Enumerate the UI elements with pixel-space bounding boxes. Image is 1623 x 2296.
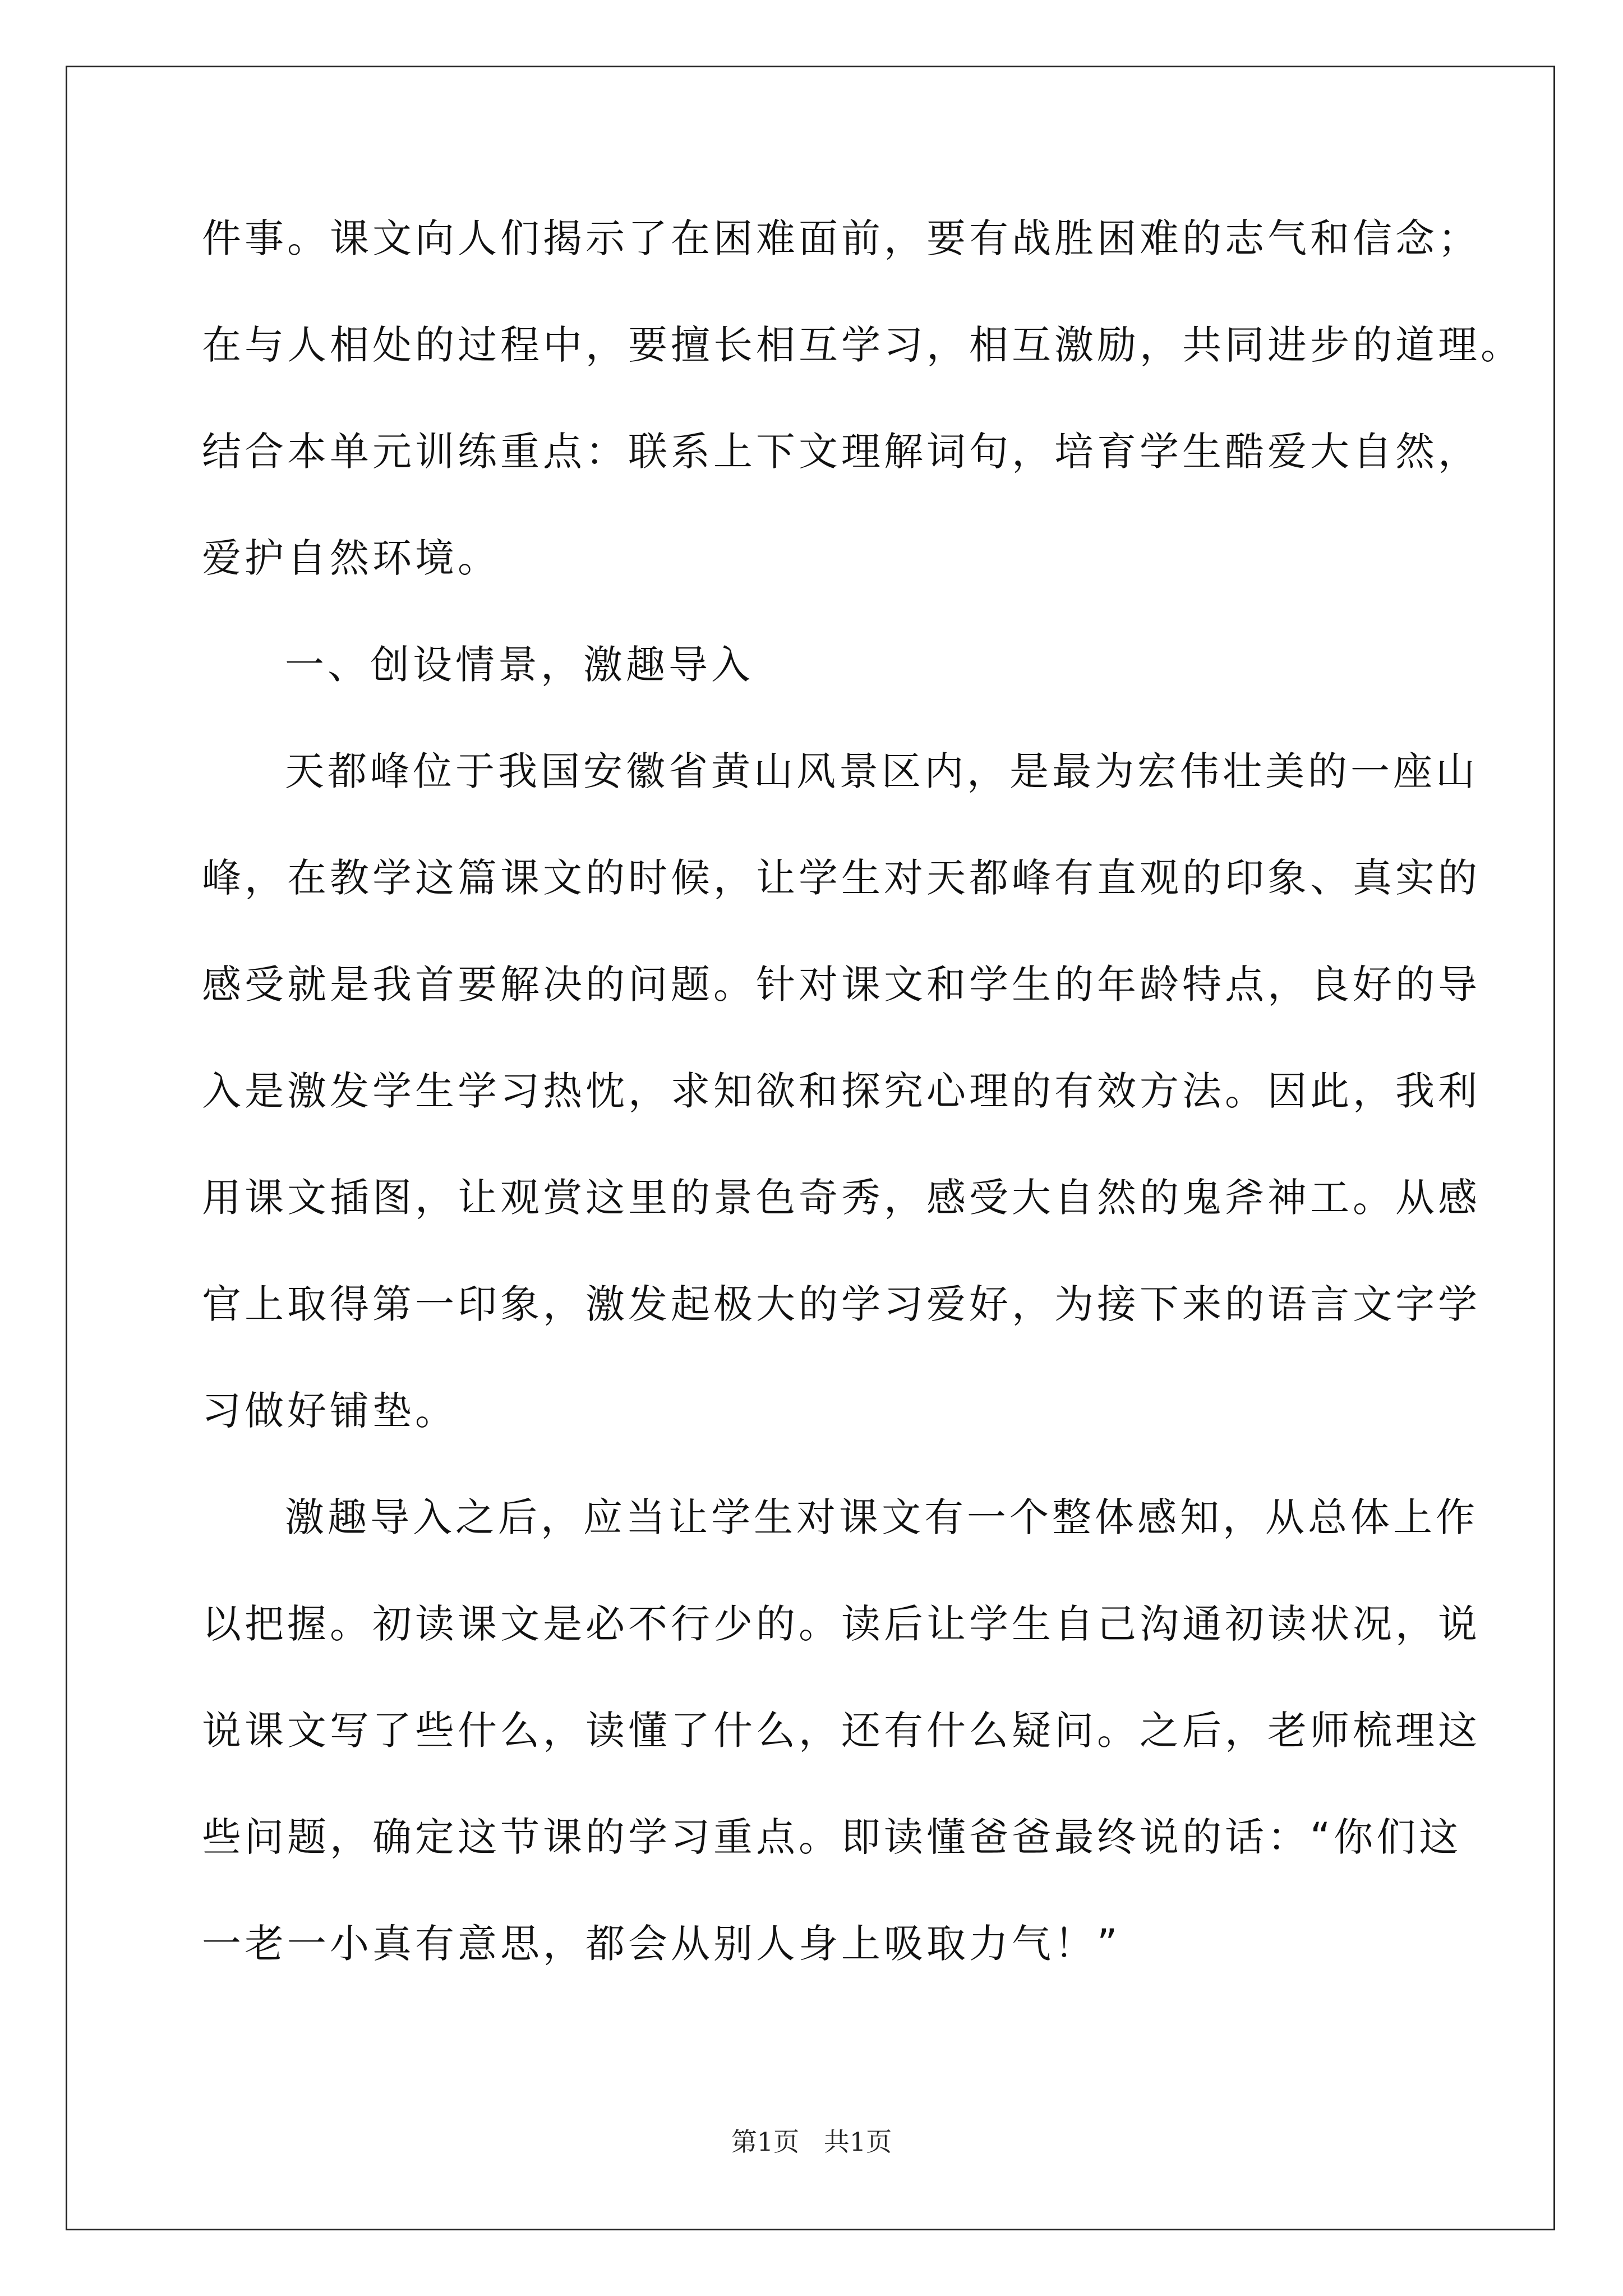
text-line-10: 用课文插图，让观赏这里的景色奇秀，感受大自然的鬼斧神工。从感: [202, 1175, 1481, 1221]
text-line-8: 感受就是我首要解决的问题。针对课文和学生的年龄特点，良好的导: [202, 961, 1481, 1007]
section-heading: 一、创设情景，激趣导入: [285, 642, 754, 688]
text-line-3: 结合本单元训练重点：联系上下文理解词句，培育学生酷爱大自然，: [202, 429, 1481, 475]
document-body: [202, 215, 1523, 2031]
text-line-7: 峰，在教学这篇课文的时候，让学生对天都峰有直观的印象、真实的: [202, 855, 1481, 901]
text-line-4: 爱护自然环境。: [202, 535, 500, 581]
text-line-14: 以把握。初读课文是必不行少的。读后让学生自己沟通初读状况，说: [202, 1601, 1481, 1647]
text-line-16: 些问题，确定这节课的学习重点。即读懂爸爸最终说的话：“你们这: [202, 1814, 1462, 1860]
text-line-17: 一老一小真有意思，都会从别人身上吸取力气！”: [202, 1921, 1121, 1967]
text-line-11: 官上取得第一印象，激发起极大的学习爱好，为接下来的语言文字学: [202, 1281, 1481, 1327]
page-footer: 第1页 共1页: [731, 2127, 892, 2157]
text-line-2: 在与人相处的过程中，要擅长相互学习，相互激励，共同进步的道理。: [202, 322, 1523, 368]
text-line-12: 习做好铺垫。: [202, 1388, 458, 1434]
text-line-13: 激趣导入之后，应当让学生对课文有一个整体感知，从总体上作: [285, 1494, 1478, 1540]
text-line-15: 说课文写了些什么，读懂了什么，还有什么疑问。之后，老师梳理这: [202, 1708, 1481, 1754]
text-line-6: 天都峰位于我国安徽省黄山风景区内，是最为宏伟壮美的一座山: [285, 748, 1478, 794]
text-line-9: 入是激发学生学习热忱，求知欲和探究心理的有效方法。因此，我利: [202, 1068, 1481, 1114]
text-line-1: 件事。课文向人们揭示了在困难面前，要有战胜困难的志气和信念；: [202, 215, 1481, 261]
